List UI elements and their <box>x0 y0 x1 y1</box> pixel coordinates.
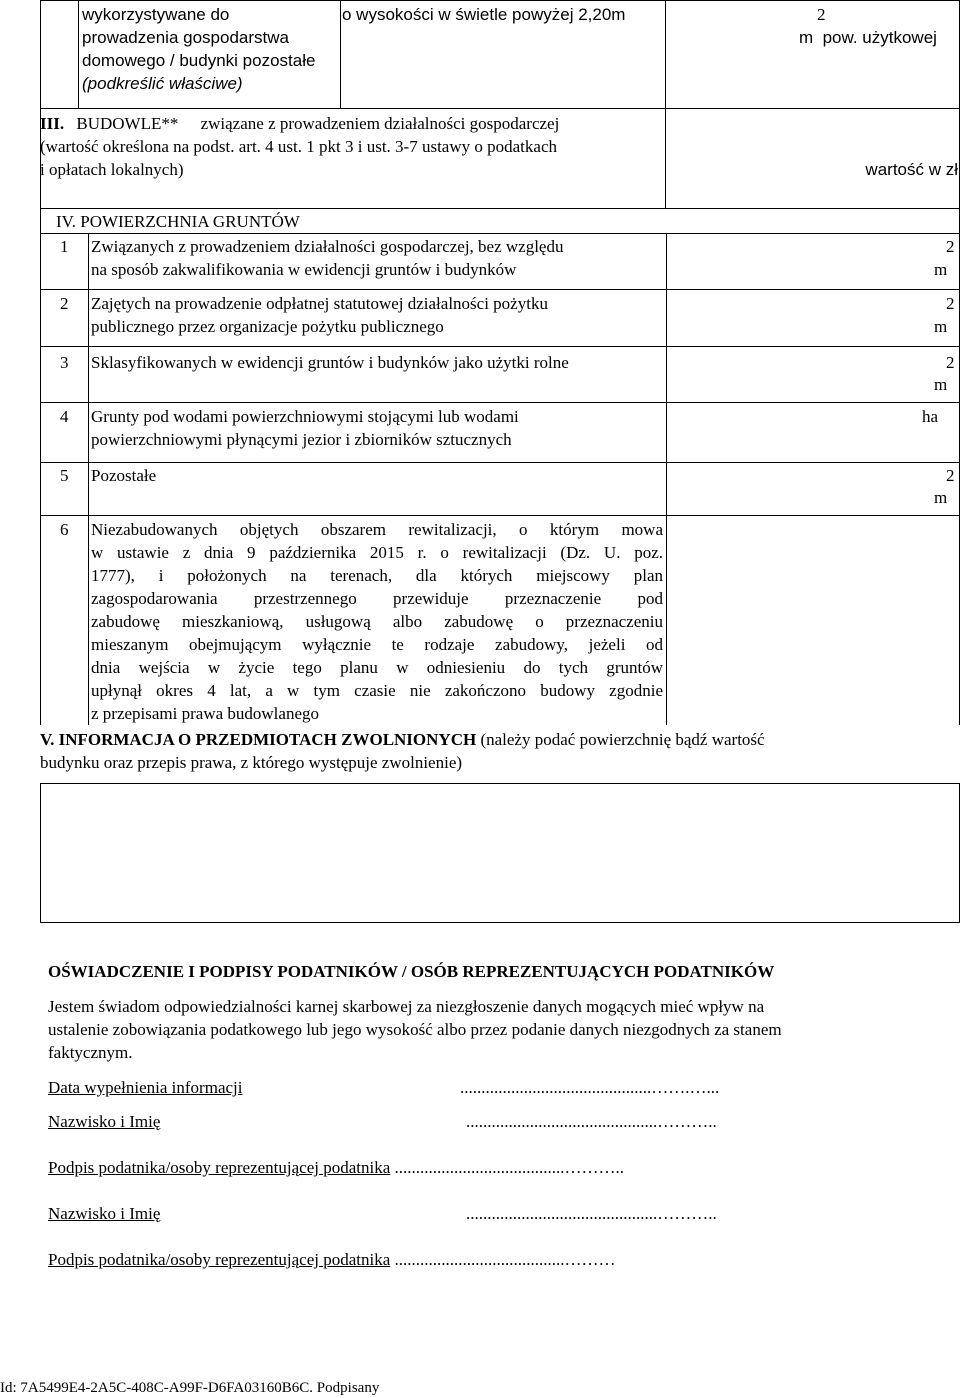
section-structures-heading <box>40 112 665 135</box>
row-description <box>91 518 663 725</box>
unit-superscript: 2 <box>946 353 955 372</box>
row-description <box>91 235 663 281</box>
signature-label: Podpis podatnika/osoby reprezentującej podatnika <box>48 1158 391 1177</box>
usable-area-unit-text: m pow. użytkowej <box>799 28 937 47</box>
unit-superscript: 2 <box>946 237 955 256</box>
row-description <box>91 292 663 338</box>
declaration-line: ustalenie zobowiązania podatkowego lub jego wysokość albo przez podanie danych niezgodnych za stanem <box>48 1020 782 1039</box>
row-description: Pozostałe <box>91 466 157 485</box>
row-number: 2 <box>60 294 69 313</box>
row-number: 5 <box>60 466 69 485</box>
row-number: 4 <box>60 407 69 426</box>
name-label: Nazwisko i Imię <box>48 1112 161 1131</box>
declaration-line: Jestem świadom odpowiedzialności karnej skarbowej za niezgłoszenie danych mogących mieć wpływ na <box>48 997 765 1016</box>
declaration-line: faktycznym. <box>48 1043 133 1062</box>
section-subtitle: związane z prowadzeniem działalności gospodarczej <box>200 114 560 133</box>
usage-line: domowego / budynki pozostałe <box>82 51 316 70</box>
section-exemptions-note: (należy podać powierzchnię bądź wartość <box>476 730 765 749</box>
exemptions-input-box[interactable] <box>40 783 960 923</box>
section-structures-note: i opłatach lokalnych) <box>40 160 184 179</box>
declaration-text <box>48 995 948 1064</box>
unit-label: m <box>934 375 948 394</box>
row-line: Zajętych na prowadzenie odpłatnej statutowej działalności pożytku <box>91 294 548 313</box>
row-line: publicznego przez organizacje pożytku publicznego <box>91 317 444 336</box>
name-field[interactable]: .............................................……….. <box>466 1112 717 1131</box>
signature-field-2[interactable]: ........................................……… <box>394 1250 616 1269</box>
unit-label: ha <box>922 407 939 426</box>
unit-label: m <box>934 317 948 336</box>
date-filled-label: Data wypełnienia informacji <box>48 1078 243 1097</box>
row-line: dnia wejścia w życie tego planu w odniesieniu do tych gruntów <box>91 658 663 677</box>
row-number: 3 <box>60 353 69 372</box>
row-line: mieszanym obejmującym wyłącznie te rodzaje zabudowy, jeżeli od <box>91 635 663 654</box>
row-number: 1 <box>60 237 69 256</box>
row-line: Związanych z prowadzeniem działalności gospodarczej, bez względu <box>91 237 564 256</box>
usage-line: prowadzenia gospodarstwa <box>82 28 289 47</box>
row-line: z przepisami prawa budowlanego <box>91 704 319 723</box>
signature-row <box>48 1156 624 1179</box>
name-field-2[interactable]: .............................................……….. <box>466 1204 717 1223</box>
section-exemptions-title <box>40 728 955 774</box>
row-line: w ustawie z dnia 9 października 2015 r. o rewitalizacji (Dz. U. poz. <box>91 543 663 562</box>
row-line: zagospodarowania przestrzennego przewiduje przeznaczenie pod <box>91 589 663 608</box>
row-line: 1777), i położonych na terenach, dla których miejscowy plan <box>91 566 663 585</box>
height-description: o wysokości w świetle powyżej 2,20m <box>342 5 626 24</box>
name-label-2: Nazwisko i Imię <box>48 1204 161 1223</box>
unit-label: m <box>934 260 948 279</box>
unit-superscript: 2 <box>946 466 955 485</box>
row-line: powierzchniowymi płynącymi jezior i zbiorników sztucznych <box>91 430 512 449</box>
row-line: upłynął okres 4 lat, a w tym czasie nie zakończono budowy zgodnie <box>91 681 663 700</box>
row-line: Niezabudowanych objętych obszarem rewitalizacji, o którym mowa <box>91 520 663 539</box>
unit-superscript: 2 <box>817 5 826 24</box>
signature-field[interactable]: ........................................……….. <box>394 1158 625 1177</box>
row-description: Sklasyfikowanych w ewidencji gruntów i budynków jako użytki rolne <box>91 353 569 372</box>
section-exemptions-note-line2: budynku oraz przepis prawa, z którego występuje zwolnienie) <box>40 753 463 772</box>
usage-options-label <box>82 3 338 95</box>
row-line: na sposób zakwalifikowania w ewidencji gruntów i budynków <box>91 260 517 279</box>
usage-line: wykorzystywane do <box>82 5 230 24</box>
signature-label-2: Podpis podatnika/osoby reprezentującej podatnika <box>48 1250 391 1269</box>
usable-area-unit <box>799 26 959 49</box>
section-number: III. <box>40 114 65 133</box>
row-number: 6 <box>60 520 69 539</box>
row-line: zabudowę mieszkaniową, usługową albo zabudowę o przeznaczeniu <box>91 612 663 631</box>
section-structures-text <box>40 112 665 181</box>
section-exemptions-heading: V. INFORMACJA O PRZEDMIOTACH ZWOLNIONYCH <box>40 730 477 749</box>
document-id-footer: Id: 7A5499E4-2A5C-408C-A99F-D6FA03160B6C. Podpisany <box>0 1380 380 1396</box>
unit-superscript: 2 <box>946 294 955 313</box>
section-title: BUDOWLE** <box>76 114 179 133</box>
declaration-title: OŚWIADCZENIE I PODPISY PODATNIKÓW / OSÓB REPREZENTUJĄCYCH PODATNIKÓW <box>48 962 775 981</box>
section-land-title: IV. POWIERZCHNIA GRUNTÓW <box>56 212 300 231</box>
row-line: Grunty pod wodami powierzchniowymi stojącymi lub wodami <box>91 407 519 426</box>
date-filled-field[interactable]: .............................................…….…... <box>460 1078 720 1097</box>
value-unit-label: wartość w zł <box>865 160 958 179</box>
section-structures-note: (wartość określona na podst. art. 4 ust. 1 pkt 3 i ust. 3-7 ustawy o podatkach <box>40 137 557 156</box>
row-description <box>91 405 663 451</box>
signature-row-2 <box>48 1248 616 1271</box>
usage-line: (podkreślić właściwe) <box>82 74 243 93</box>
unit-label: m <box>934 488 948 507</box>
